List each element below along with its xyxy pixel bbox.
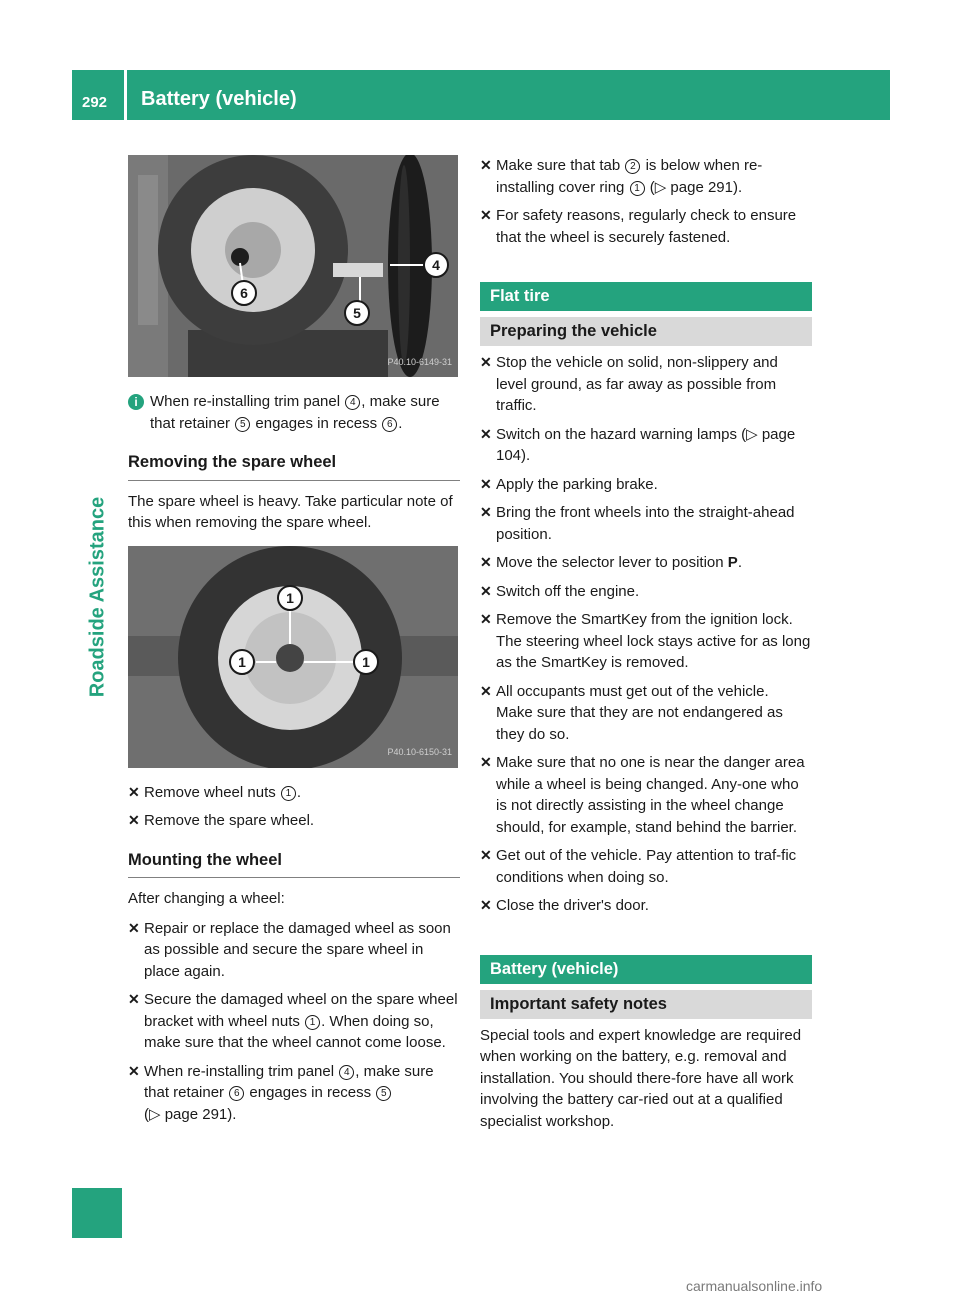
list-item: ✕ Stop the vehicle on solid, non-slippery and level ground, as far away as possible from traffic. — [480, 354, 778, 414]
section-bar-battery: Battery (vehicle) — [480, 955, 812, 984]
spare-wheel-trim-illustration — [128, 155, 458, 377]
page-link[interactable]: (▷ page 291). — [144, 1105, 237, 1123]
list-item: ✕ Move the selector lever to position P. — [480, 554, 742, 571]
callout-1-top — [278, 586, 302, 610]
right-column — [480, 155, 812, 1132]
header-divider — [124, 70, 127, 120]
list-item: ✕ Secure the damaged wheel on the spare wheel bracket with wheel nuts 1 . When doing so, make sure that the wheel cannot come loose. — [128, 991, 458, 1051]
subsection-bar-safety-notes: Important safety notes — [480, 990, 812, 1019]
info-text: When re-installing trim panel 4 , make sure that retainer 5 engages in recess 6 . — [150, 393, 440, 432]
list-item: ✕ When re-installing trim panel 4 , make sure that retainer 6 engages in recess 5 (▷ page 291). — [128, 1062, 434, 1123]
list-item: ✕ For safety reasons, regularly check to ensure that the wheel is securely fastened. — [480, 207, 797, 246]
list-item: ✕ Switch on the hazard warning lamps (▷ page 104). — [480, 425, 796, 464]
figure-code: P40.10-6150-31 — [387, 747, 452, 757]
figure-code: P40.10-6149-31 — [387, 356, 452, 367]
right-top-steps — [480, 155, 812, 248]
info-note — [128, 391, 460, 434]
heading-mounting-wheel: Mounting the wheel — [128, 850, 460, 879]
list-item: ✕ Bring the front wheels into the straight-ahead position. — [480, 504, 795, 543]
list-item: ✕ Remove the spare wheel. — [128, 812, 315, 829]
section-bar-flat-tire: Flat tire — [480, 282, 812, 311]
callout-5 — [345, 301, 369, 325]
callout-1-left-label: 1 — [238, 653, 246, 670]
page-title: Battery (vehicle) — [141, 88, 297, 110]
callout-4-label: 4 — [432, 257, 440, 273]
footer-watermark: carmanualsonline.info — [686, 1278, 823, 1294]
callout-1-right — [354, 650, 378, 674]
mounting-steps — [128, 918, 460, 1126]
mounting-intro: After changing a wheel: — [128, 890, 285, 907]
list-item: ✕ Apply the parking brake. — [480, 475, 658, 493]
callout-5-label: 5 — [353, 305, 361, 321]
callout-6 — [232, 281, 256, 305]
page-number: 292 — [82, 94, 108, 111]
battery-text: Special tools and expert knowledge are required when working on the battery, e.g. removal and installation. You should there-fore have all work involving the battery car-ried out at a qualified specialist workshop. — [480, 1026, 802, 1130]
callout-6-label: 6 — [240, 285, 248, 301]
side-tab-marker — [72, 1188, 122, 1238]
figure-spare-wheel-trim-panel — [128, 155, 458, 377]
list-item: ✕ Make sure that no one is near the danger area while a wheel is being changed. Any-one who is not directly assisting in the wheel change should, for example, stand behind the barrier. — [480, 754, 805, 836]
list-item: ✕ Repair or replace the damaged wheel as soon as possible and secure the spare wheel in place again. — [128, 919, 451, 980]
list-item: ✕ Remove the SmartKey from the ignition lock. The steering wheel lock stays active for as long as the SmartKey is removed. — [480, 611, 811, 671]
figure-wheel-nuts — [128, 546, 458, 768]
side-tab — [72, 152, 122, 698]
callout-1-top-label: 1 — [286, 589, 294, 606]
flat-tire-steps — [480, 352, 812, 917]
list-item: ✕ Remove wheel nuts 1 . — [128, 783, 302, 801]
callout-1-left — [230, 650, 254, 674]
side-tab-label: Roadside Assistance — [86, 496, 109, 698]
list-item: ✕ Get out of the vehicle. Pay attention to traf-fic conditions when doing so. — [480, 847, 797, 886]
page-link[interactable]: (▷ page 291). — [645, 178, 743, 196]
info-icon: i — [128, 394, 144, 410]
callout-4 — [424, 253, 448, 277]
heading-removing-spare-wheel: Removing the spare wheel — [128, 452, 460, 481]
list-item: ✕ Make sure that tab 2 is below when re-installing cover ring 1 (▷ page 291). — [480, 157, 763, 196]
left-column — [128, 155, 460, 1132]
removing-steps — [128, 782, 460, 832]
list-item: ✕ Close the driver's door. — [480, 897, 649, 914]
subsection-bar-preparing: Preparing the vehicle — [480, 317, 812, 346]
list-item: ✕ All occupants must get out of the vehicle. Make sure that they are not endangered as they do so. — [480, 682, 783, 743]
removing-intro: The spare wheel is heavy. Take particular note of this when removing the spare wheel. — [128, 492, 453, 531]
callout-1-right-label: 1 — [362, 653, 370, 670]
list-item: ✕ Switch off the engine. — [480, 582, 640, 600]
spare-wheel-nuts-illustration — [128, 546, 458, 768]
